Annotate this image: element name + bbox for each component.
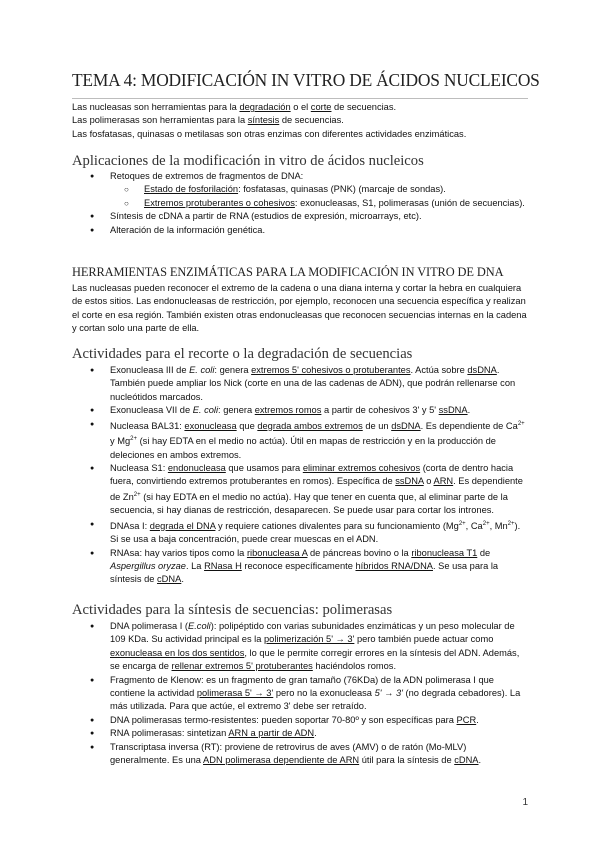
underlined-term: ARN a partir de ADN [228, 728, 315, 739]
underlined-term: híbridos RNA/DNA [355, 561, 433, 572]
list-item: ● Síntesis de cDNA a partir de RNA (estudios de expresión, microarrays, etc). [72, 210, 528, 223]
underlined-term: RNasa H [204, 561, 242, 572]
list-item: ● RNAsa: hay varios tipos como la ribonucleasa A de páncreas bovino o la ribonucleasa T1 de Aspergillus oryzae. La RNasa H reconoce específicamente híbridos RNA/DNA. Se usa para la síntesis de cDNA. [72, 547, 528, 587]
superscript: 2+ [482, 520, 490, 527]
degradation-list [72, 364, 528, 587]
list-item: ● Transcriptasa inversa (RT): proviene de retrovirus de aves (AMV) o de ratón (Mo-MLV) generalmente. Es una ADN polimerasa dependiente de ARN útil para la síntesis de cDNA. [72, 741, 528, 768]
list-item: ● DNA polimerasas termo-resistentes: pueden soportar 70-80º y son específicas para PCR. [72, 714, 528, 727]
list-item: ● Alteración de la información genética. [72, 224, 528, 237]
page-title: TEMA 4: MODIFICACIÓN IN VITRO DE ÁCIDOS NUCLEICOS [72, 70, 540, 90]
list-item: ○ Extremos protuberantes o cohesivos: exonucleasas, S1, polimerasas (unión de secuencias). [72, 197, 528, 210]
underlined-term: Estado de fosforilación [144, 184, 239, 195]
underlined-term: eliminar extremos cohesivos [302, 463, 421, 474]
underlined-term: degradación [239, 102, 291, 112]
underlined-term: PCR [456, 714, 477, 725]
underlined-term: degrada el DNA [149, 520, 216, 531]
intro-paragraphs [72, 101, 528, 141]
page-number: 1 [522, 797, 528, 808]
superscript: 2+ [130, 436, 137, 443]
underlined-term: polimerasa 5' → 3' [196, 688, 274, 699]
italic-term: E.coli [188, 621, 211, 631]
list-item: ○ Estado de fosforilación: fosfatasas, quinasas (PNK) (marcaje de sondas). [72, 183, 528, 196]
italic-term: Aspergillus oryzae [110, 561, 186, 572]
underlined-term: exonucleasa [184, 420, 237, 431]
underlined-term: rellenar extremos 5' protuberantes [171, 661, 313, 672]
intro-line: Las nucleasas son herramientas para la degradación o el corte de secuencias. [72, 102, 397, 112]
list-item: ● Exonucleasa III de E. coli: genera extremos 5' cohesivos o protuberantes. Actúa sobre dsDNA. También puede ampliar los Nick (corte en una de las cadenas de ADN), que podrán rellenarse con nucleótidos marcados. [72, 364, 528, 404]
title-divider [72, 98, 528, 99]
underlined-term: exonucleasa en los dos sentidos [110, 647, 245, 658]
underlined-term: ssDNA [395, 476, 424, 487]
underlined-term: degrada ambos extremos [257, 420, 363, 431]
underlined-term: dsDNA [391, 420, 421, 431]
list-item: ● RNA polimerasas: sintetizan ARN a partir de ADN. [72, 727, 528, 740]
section-heading-enzymatic-tools: HERRAMIENTAS ENZIMÁTICAS PARA LA MODIFICACIÓN IN VITRO DE DNA [72, 265, 504, 279]
italic-term: E. coli [189, 365, 215, 375]
underlined-term: ribonucleasa A [246, 547, 308, 558]
superscript: 2+ [517, 420, 525, 427]
polymerases-list [72, 620, 528, 767]
underlined-term: ADN polimerasa dependiente de ARN [203, 755, 360, 766]
list-item: ● Exonucleasa VII de E. coli: genera extremos romos a partir de cohesivos 3' y 5' ssDNA. [72, 404, 528, 417]
section-heading-applications: Aplicaciones de la modificación in vitro de ácidos nucleicos [72, 153, 424, 169]
underlined-term: ssDNA [438, 405, 468, 416]
underlined-term: cDNA [454, 755, 479, 766]
section-heading-degradation: Actividades para el recorte o la degradación de secuencias [72, 346, 413, 362]
underlined-term: extremos 5' cohesivos o protuberantes [251, 365, 411, 375]
enzymatic-tools-paragraph: Las nucleasas pueden reconocer el extremo de la cadena o una diana interna y cortar la hebra en cualquiera de estos sitios. Las endonucleasas de restricción, por ejemplo, reconocen una secuencia específica y realizan el corte en esa región. También existen otras endonucleasas que reconocen secuencias internas en la cadena y cortan solo una parte de ella. [72, 283, 527, 334]
underlined-term: endonucleasa [167, 463, 226, 474]
underlined-term: síntesis [247, 115, 280, 126]
list-item: ● Fragmento de Klenow: es un fragmento de gran tamaño (76KDa) de la ADN polimerasa I que contiene la actividad polimerasa 5' → 3' pero no la exonucleasa 5' → 3' (no degrada cebadores). La más utilizada. Para que actúe, el extremo 3' debe ser retraído. [72, 674, 528, 714]
section-heading-polymerases: Actividades para la síntesis de secuencias: polimerasas [72, 602, 393, 618]
intro-line: Las fosfatasas, quinasas o metilasas son otras enzimas con diferentes actividades enzimáticas. [72, 128, 467, 139]
superscript: 2+ [133, 491, 141, 498]
list-item: ● DNAsa I: degrada el DNA y requiere cationes divalentes para su funcionamiento ($Mg^{2+}$, $Ca^{2+}$, $Mn^{2+}$). Si se usa a baja concentración, puede crear muescas en el ADN. [72, 518, 528, 547]
underlined-term: corte [310, 102, 332, 112]
superscript: 2+ [507, 520, 515, 527]
intro-line: Las polimerasas son herramientas para la síntesis de secuencias. [72, 115, 344, 126]
superscript: 2+ [458, 520, 466, 527]
applications-list [72, 170, 528, 237]
list-item: ● Nucleasa S1: endonucleasa que usamos para eliminar extremos cohesivos (corta de dentro hacia fuera, convirtiendo extremos protuberantes en romos). Específica de ssDNA o ARN. Es dependiente de $Zn^{2+}$ (si hay EDTA en el medio no actúa). Hay que tener en cuenta que, al eliminar parte de la secuencia, si hay dianas de restricción, desaparecen. Se puede usar para cortar los intrones. [72, 462, 528, 518]
list-item: ● Nucleasa BAL31: exonucleasa que degrada ambos extremos de un dsDNA. Es dependiente de $Ca^{2+}$ y $Mg^{2+}$ (si hay EDTA en el medio no actúa). Útil en mapas de restricción y en la producción de deleciones en ambos extremos. [72, 418, 528, 462]
underlined-term: polimerización 5' → 3' [264, 634, 355, 645]
underlined-term: Extremos protuberantes o cohesivos [144, 197, 295, 208]
underlined-term: cDNA [157, 574, 182, 585]
italic-term: 5' → 3' [374, 688, 403, 699]
italic-term: E. coli [192, 405, 219, 416]
list-item: ● Retoques de extremos de fragmentos de DNA: [72, 170, 528, 183]
underlined-term: dsDNA [467, 365, 497, 375]
underlined-term: ARN [433, 476, 454, 487]
underlined-term: extremos romos [254, 405, 322, 416]
underlined-term: ribonucleasa T1 [411, 547, 478, 558]
list-item: ● DNA polimerasa I (E.coli): polipéptido con varias subunidades enzimáticas y un peso molecular de 109 KDa. Su actividad principal es la polimerización 5' → 3' pero también puede actuar como exonucleasa en los dos sentidos, lo que le permite corregir errores en la síntesis del ADN. Además, se encarga de rellenar extremos 5' protuberantes haciéndolos romos. [72, 620, 528, 674]
